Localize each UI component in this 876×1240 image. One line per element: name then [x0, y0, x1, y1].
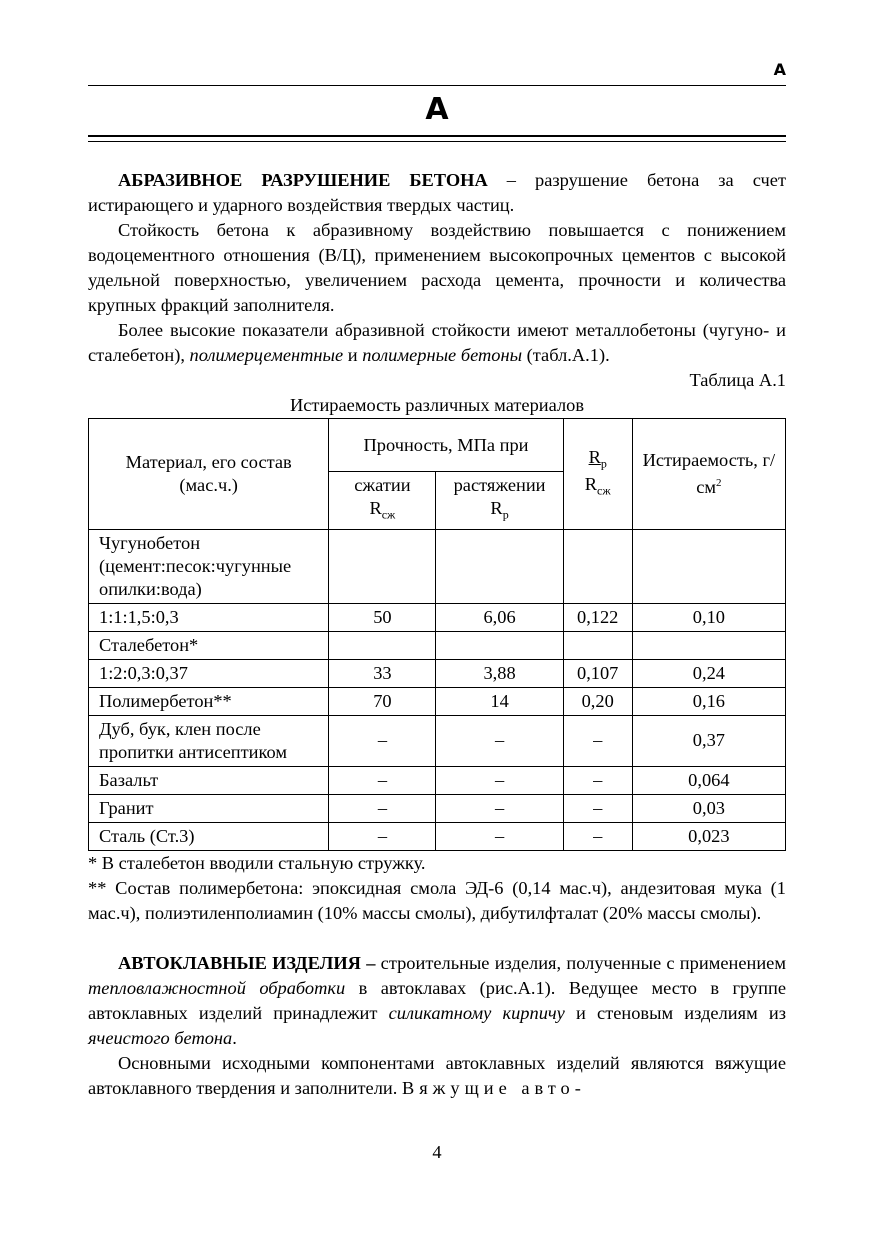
material-cell: Сталебетон*	[89, 631, 329, 659]
table-row	[89, 631, 786, 659]
value-cell: 0,16	[632, 687, 785, 715]
term-autoclave: АВТОКЛАВНЫЕ ИЗДЕЛИЯ –	[118, 952, 376, 973]
col-header-abrasion	[632, 419, 785, 530]
ratio-top-sub: р	[600, 456, 607, 471]
col-header-material: Материал, его состав (мас.ч.)	[89, 419, 329, 530]
material-cell: Гранит	[89, 794, 329, 822]
table-header-row	[89, 419, 786, 472]
value-cell: –	[329, 794, 436, 822]
table-row	[89, 659, 786, 687]
term-link: полимерные бетоны	[362, 345, 523, 365]
value-cell: 50	[329, 603, 436, 631]
col-header-compression	[329, 472, 436, 530]
value-cell: –	[436, 715, 563, 766]
term-abrasion: АБРАЗИВНОЕ РАЗРУШЕНИЕ БЕТОНА	[118, 170, 488, 190]
col-header-strength: Прочность, МПа при	[329, 419, 563, 472]
term-link: ячеистого бетона	[88, 1027, 233, 1048]
col-header-tension	[436, 472, 563, 530]
value-cell: 0,023	[632, 822, 785, 850]
value-cell: –	[436, 822, 563, 850]
tension-symbol: R	[490, 498, 503, 518]
header-rule	[88, 85, 786, 86]
paragraph-autoclave-definition	[88, 951, 786, 1051]
value-cell: 0,20	[563, 687, 632, 715]
section-letter: А	[425, 92, 449, 127]
footnote-2: ** Состав полимербетона: эпоксидная смола ЭД-6 (0,14 мас.ч), андезитовая мука (1 мас.ч), полиэтиленполиамин (10% массы смолы), дибутилфталат (20% массы смолы).	[88, 877, 786, 923]
abrasion-label: Истираемость, г/см	[642, 449, 776, 497]
table-row	[89, 529, 786, 603]
value-cell: –	[563, 766, 632, 794]
value-cell	[436, 529, 563, 603]
value-cell: 0,122	[563, 603, 632, 631]
ratio-top: R	[588, 447, 601, 468]
value-cell	[632, 529, 785, 603]
value-cell	[329, 529, 436, 603]
table-row	[89, 822, 786, 850]
paragraph-metal-concretes	[88, 318, 786, 368]
value-cell: 14	[436, 687, 563, 715]
text-span: строительные изделия, полученные с применением	[375, 952, 786, 973]
term-link: силикатному кирпичу	[388, 1002, 565, 1023]
abrasion-unit-sup: 2	[716, 476, 722, 489]
value-cell: –	[329, 715, 436, 766]
material-cell: 1:1:1,5:0,3	[89, 603, 329, 631]
value-cell: 6,06	[436, 603, 563, 631]
value-cell: 0,03	[632, 794, 785, 822]
compression-symbol: R	[369, 498, 382, 518]
material-cell: Чугунобетон (цемент:песок:чугунные опилки:вода)	[89, 529, 329, 603]
table-row	[89, 766, 786, 794]
value-cell: –	[563, 794, 632, 822]
page-number: 4	[432, 1142, 442, 1162]
compression-label: сжатии	[354, 475, 411, 495]
ratio-bottom: R	[584, 473, 598, 494]
table-row	[89, 603, 786, 631]
body-text	[88, 168, 786, 1101]
material-cell: Дуб, бук, клен после пропитки антисептиком	[89, 715, 329, 766]
text-span: (табл.А.1).	[522, 345, 610, 365]
double-rule	[88, 135, 786, 142]
value-cell: 0,10	[632, 603, 785, 631]
tension-label: растяжении	[453, 475, 546, 495]
tension-sub: р	[502, 507, 509, 522]
table-body	[89, 529, 786, 850]
table-row	[89, 687, 786, 715]
text-span: Основными исходными компонентами автоклавных изделий являются вяжущие автоклавного твердения и заполнители.	[88, 1052, 786, 1098]
value-cell: –	[436, 794, 563, 822]
value-cell: 70	[329, 687, 436, 715]
value-cell: 33	[329, 659, 436, 687]
term-link: полимерцементные	[189, 345, 344, 365]
table-row	[89, 715, 786, 766]
material-cell: Полимербетон**	[89, 687, 329, 715]
definition-text: – разрушение бетона за счет истирающего и ударного воздействия твердых частиц.	[88, 170, 786, 215]
value-cell	[563, 529, 632, 603]
paragraph-autoclave-components	[88, 1051, 786, 1101]
value-cell	[632, 631, 785, 659]
value-cell: 0,107	[563, 659, 632, 687]
abrasion-table	[88, 418, 786, 851]
text-span: в автоклавах (рис.А.1). Ведущее место в группе автоклавных изделий принадлежит	[88, 977, 786, 1023]
material-cell: Сталь (Ст.3)	[89, 822, 329, 850]
col-header-ratio	[563, 419, 632, 530]
table-title: Истираемость различных материалов	[289, 395, 585, 415]
text-span: Более высокие показатели абразивной стойкости имеют металлобетоны (чугуно- и сталебетон),	[88, 320, 786, 365]
text-span: и	[343, 345, 363, 365]
material-cell: Базальт	[89, 766, 329, 794]
term-link: тепловлажностной обработки	[88, 977, 346, 998]
footnote-1: * В сталебетон вводили стальную стружку.	[88, 852, 426, 873]
value-cell: –	[329, 822, 436, 850]
paragraph-abrasion-definition	[88, 168, 786, 218]
running-head: А	[773, 60, 786, 79]
value-cell: 3,88	[436, 659, 563, 687]
value-cell	[436, 631, 563, 659]
value-cell: –	[436, 766, 563, 794]
value-cell: 0,24	[632, 659, 785, 687]
value-cell: –	[563, 715, 632, 766]
spaced-text: Вяжущие авто-	[401, 1077, 586, 1098]
value-cell	[563, 631, 632, 659]
text-span: и стеновым изделиям из	[564, 1002, 786, 1023]
value-cell: –	[329, 766, 436, 794]
text-span: .	[232, 1027, 237, 1048]
ratio-bottom-sub: сж	[597, 483, 611, 498]
footnotes	[88, 851, 786, 926]
table-row	[89, 794, 786, 822]
value-cell: 0,064	[632, 766, 785, 794]
paragraph-resistance: Стойкость бетона к абразивному воздействию повышается с понижением водоцементного отношения (В/Ц), применением высокопрочных цементов с высокой удельной поверхностью, увеличением расхода цемента, прочности и количества крупных фракций заполнителя.	[88, 220, 786, 315]
ratio-fraction	[585, 447, 611, 500]
value-cell	[329, 631, 436, 659]
table-number: Таблица А.1	[689, 370, 786, 390]
value-cell: 0,37	[632, 715, 785, 766]
value-cell: –	[563, 822, 632, 850]
compression-sub: сж	[381, 507, 396, 522]
material-cell: 1:2:0,3:0,37	[89, 659, 329, 687]
